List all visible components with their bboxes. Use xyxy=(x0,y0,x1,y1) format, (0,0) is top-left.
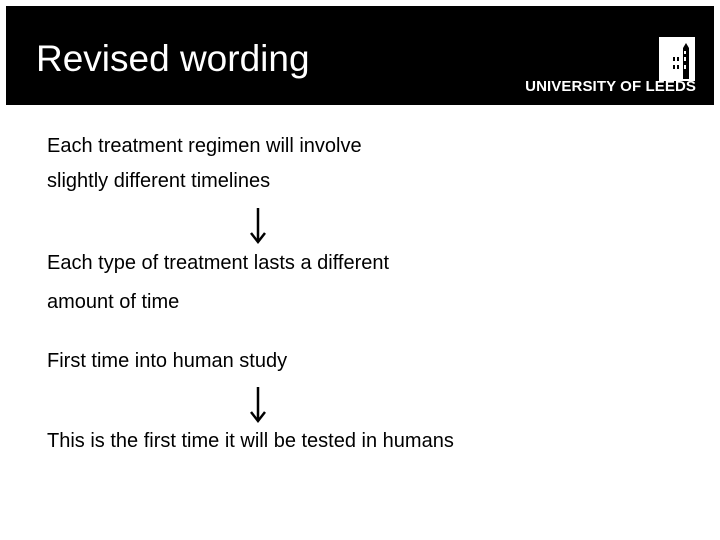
line-tested-in-humans: This is the first time it will be tested in humans xyxy=(47,430,454,452)
line-timelines: slightly different timelines xyxy=(47,170,271,192)
line-first-time: First time into human study xyxy=(47,350,288,372)
line-amount-of-time: amount of time xyxy=(47,291,180,313)
arrow-down-icon xyxy=(249,386,267,424)
university-logo-icon xyxy=(659,37,695,81)
university-logo-text: UNIVERSITY OF LEEDS xyxy=(525,78,696,95)
arrow-down-icon xyxy=(249,207,267,245)
header-bar xyxy=(6,6,714,105)
line-treatment-type: Each type of treatment lasts a different xyxy=(47,252,390,274)
slide-title: Revised wording xyxy=(36,38,310,79)
line-regimen: Each treatment regimen will involve xyxy=(47,135,362,157)
